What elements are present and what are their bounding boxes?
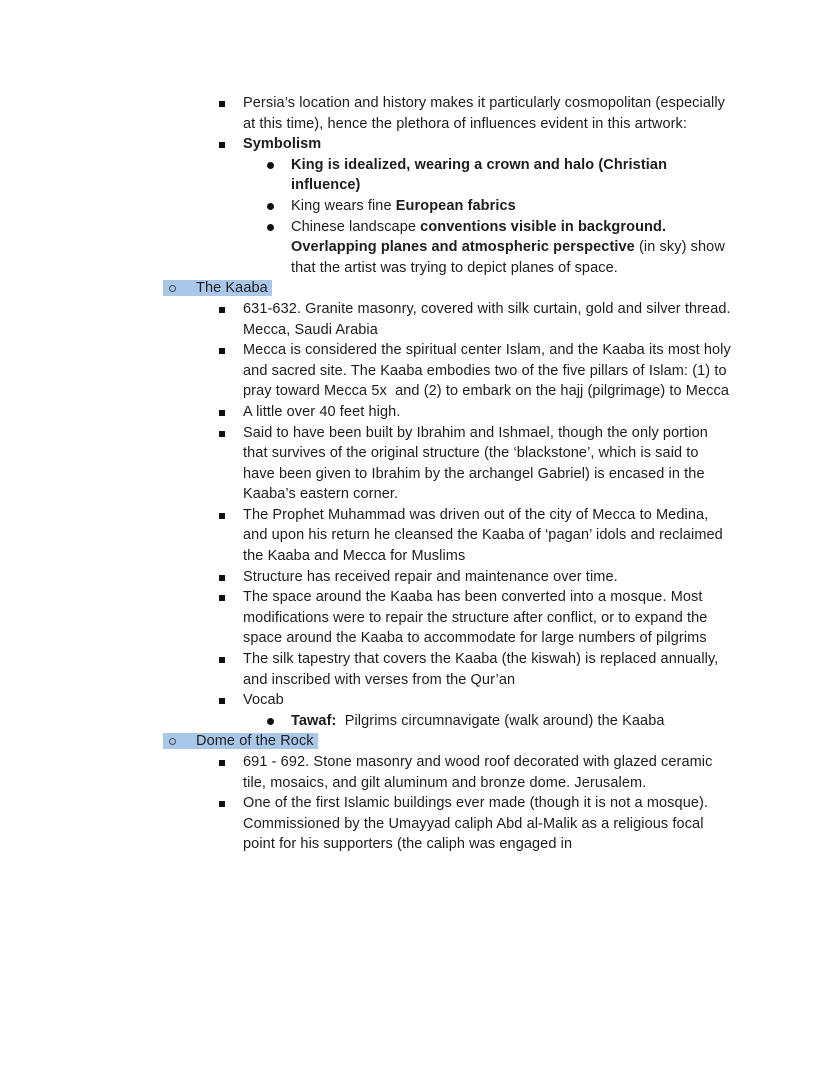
text-run: One of the first Islamic buildings ever made (though it is not a mosque). Commissioned by the Umayyad caliph Abd al-Malik as a religious focal point for his supporters (the caliph was engaged in bbox=[243, 795, 713, 853]
square-bullet-icon bbox=[219, 698, 225, 704]
list-item bbox=[0, 196, 828, 217]
list-item-text bbox=[243, 425, 712, 503]
square-bullet-icon bbox=[219, 348, 225, 354]
text-run: The silk tapestry that covers the Kaaba (the kiswah) is replaced annually, and inscribed with verses from the Qur’an bbox=[243, 651, 723, 688]
text-run: conventions visible in background. Overlapping planes and atmospheric perspective bbox=[291, 218, 671, 256]
text-run: European fabrics bbox=[395, 197, 516, 214]
highlighted-list-item bbox=[0, 278, 828, 299]
text-run: A little over 40 feet high. bbox=[243, 403, 401, 420]
text-run: Persia’s location and history makes it particularly cosmopolitan (especially at this time), hence the plethora of influences evident in this artwork: bbox=[243, 95, 730, 132]
square-bullet-icon bbox=[219, 142, 225, 148]
text-run: 691 - 692. Stone masonry and wood roof decorated with glazed ceramic tile, mosaics, and gilt aluminum and bronze dome. Jerusalem. bbox=[243, 754, 717, 791]
text-run: The space around the Kaaba has been converted into a mosque. Most modifications were to repair the structure after conflict, or to expand the space around the Kaaba to accommodate for large numbers of pilgrims bbox=[243, 589, 712, 647]
text-run: (in sky) show that the artist was trying to depict planes of space. bbox=[291, 239, 730, 276]
square-bullet-icon bbox=[219, 513, 225, 519]
square-bullet-icon bbox=[219, 101, 225, 107]
disc-bullet-icon bbox=[267, 203, 274, 210]
list-item-text bbox=[291, 713, 665, 729]
list-item-text bbox=[243, 569, 618, 585]
list-item-text bbox=[243, 795, 712, 852]
list-item-text bbox=[243, 301, 735, 338]
disc-bullet-icon bbox=[267, 224, 274, 231]
list-item-text bbox=[243, 754, 717, 791]
list-item bbox=[0, 423, 828, 505]
list-item bbox=[0, 505, 828, 567]
text-run: Dome of the Rock bbox=[196, 733, 314, 750]
list-item-text bbox=[243, 651, 723, 688]
square-bullet-icon bbox=[219, 760, 225, 766]
list-item-text bbox=[163, 733, 318, 749]
text-run: King is idealized, wearing a crown and halo (Christian influence) bbox=[291, 156, 672, 194]
list-item-text bbox=[243, 692, 284, 708]
list-item bbox=[0, 299, 828, 340]
text-run: King wears fine bbox=[291, 197, 396, 214]
list-item bbox=[0, 567, 828, 588]
highlighted-list-item bbox=[0, 731, 828, 752]
square-bullet-icon bbox=[219, 307, 225, 313]
list-item bbox=[0, 217, 828, 279]
text-run: Mecca is considered the spiritual center Islam, and the Kaaba its most holy and sacred site. The Kaaba embodies two of the five pillars of Islam: (1) to pray toward Mecca 5x and (2) to embark on the hajj (pilgrimage) to Mecca bbox=[243, 342, 735, 400]
list-item bbox=[0, 793, 828, 855]
list-item-text bbox=[163, 280, 272, 296]
list-item-text bbox=[291, 198, 516, 214]
square-bullet-icon bbox=[219, 595, 225, 601]
list-item bbox=[0, 587, 828, 649]
list-item bbox=[0, 155, 828, 196]
list-item bbox=[0, 134, 828, 155]
text-run: Tawaf: bbox=[291, 712, 337, 729]
list-item-text bbox=[243, 95, 729, 132]
list-item bbox=[0, 93, 828, 134]
text-run: Chinese landscape bbox=[291, 218, 421, 235]
text-run: Said to have been built by Ibrahim and Ishmael, though the only portion that survives of the original structure (the ‘blackstone’, which is said to have been given to Ibrahim by the archangel Gabriel) is encased in the Kaaba’s eastern corner. bbox=[243, 424, 713, 503]
list-item-text bbox=[243, 136, 321, 152]
square-bullet-icon bbox=[219, 657, 225, 663]
list-item-text bbox=[291, 219, 729, 276]
text-run: Symbolism bbox=[243, 136, 322, 153]
square-bullet-icon bbox=[219, 801, 225, 807]
list-item bbox=[0, 690, 828, 711]
text-run: 631-632. Granite masonry, covered with silk curtain, gold and silver thread. Mecca, Saudi Arabia bbox=[243, 300, 735, 338]
list-item bbox=[0, 649, 828, 690]
text-run: Pilgrims circumnavigate (walk around) the Kaaba bbox=[336, 712, 665, 729]
disc-bullet-icon bbox=[267, 718, 274, 725]
list-item-text bbox=[243, 589, 712, 646]
text-run: Vocab bbox=[243, 692, 284, 709]
disc-bullet-icon bbox=[267, 162, 274, 169]
list-item-text bbox=[291, 157, 671, 194]
document-body bbox=[0, 93, 828, 855]
text-run: The Kaaba bbox=[196, 280, 268, 297]
square-bullet-icon bbox=[219, 410, 225, 416]
list-item-text bbox=[243, 507, 727, 564]
text-run: The Prophet Muhammad was driven out of the city of Mecca to Medina, and upon his return he cleansed the Kaaba of ‘pagan’ idols and reclaimed the Kaaba and Mecca for Muslims bbox=[243, 506, 727, 565]
text-run: Structure has received repair and maintenance over time. bbox=[243, 568, 618, 585]
list-item bbox=[0, 402, 828, 423]
square-bullet-icon bbox=[219, 431, 225, 437]
list-item bbox=[0, 711, 828, 732]
list-item-text bbox=[243, 404, 400, 420]
list-item-text bbox=[243, 342, 735, 399]
square-bullet-icon bbox=[219, 575, 225, 581]
list-item bbox=[0, 752, 828, 793]
list-item bbox=[0, 340, 828, 402]
